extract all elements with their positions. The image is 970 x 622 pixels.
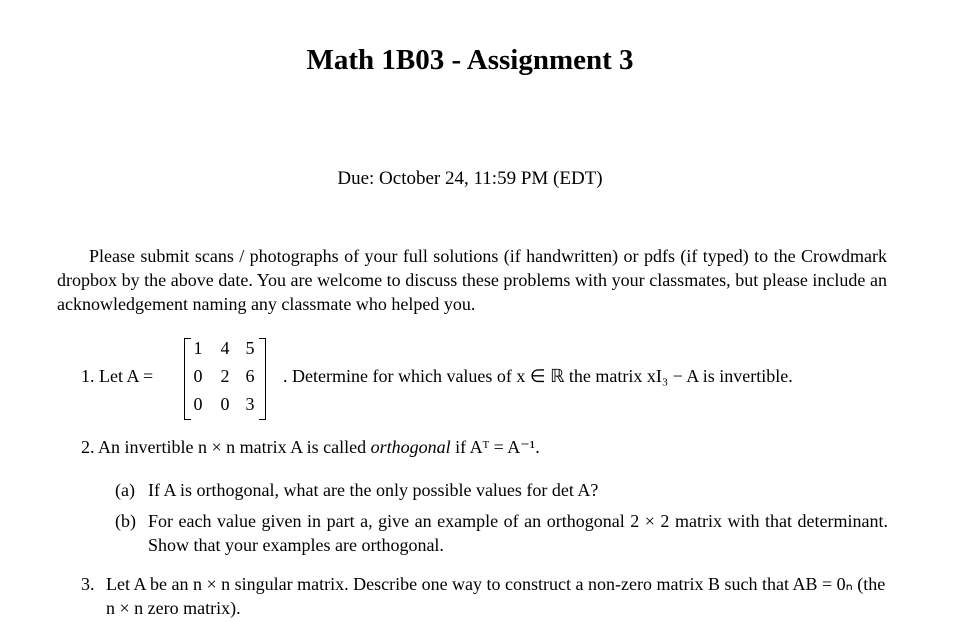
matrix-cell: 0: [220, 394, 230, 414]
problem-1-text: . Determine for which values of x ∈ ℝ the matrix xI₃ − A is invertible.: [283, 366, 793, 386]
matrix-cell: 0: [193, 366, 203, 386]
matrix-a: [184, 338, 266, 420]
problem-2: [81, 437, 911, 458]
page-title: Math 1B03 - Assignment 3: [306, 44, 634, 76]
matrix-cell: 1: [193, 338, 203, 358]
problem-2a-text: If A is orthogonal, what are the only possible values for det A?: [148, 480, 599, 500]
problem-2-text-before: 2. An invertible n × n matrix A is called: [81, 437, 371, 457]
problem-2a-label: (a): [115, 480, 135, 500]
problem-1-lead: 1. Let A =: [81, 366, 154, 386]
matrix-right-bracket: [259, 338, 266, 420]
matrix-cell: 3: [245, 394, 255, 414]
problem-3-text: Let A be an n × n singular matrix. Describe one way to construct a non-zero matrix B such that AB = 0ₙ (the n × n zero matrix).: [106, 574, 886, 618]
problem-3-number: 3.: [81, 574, 95, 594]
matrix-cell: 5: [245, 338, 255, 358]
matrix-cell: 6: [245, 366, 255, 386]
matrix-cell: 2: [220, 366, 230, 386]
problem-2b-text: For each value given in part a, give an example of an orthogonal 2 × 2 matrix with that determinant. Show that your examples are orthogonal.: [148, 511, 888, 555]
problem-1: [81, 338, 911, 422]
problem-2-text-after: if Aᵀ = A⁻¹.: [450, 437, 540, 457]
matrix-cell: 0: [193, 394, 203, 414]
intro-paragraph: Please submit scans / photographs of your full solutions (if handwritten) or pdfs (if typed) to the Crowdmark dropbox by the above date. You are welcome to discuss these problems with your classmates, but please include an acknowledgement naming any classmate who helped you.: [57, 246, 887, 314]
due-date: Due: October 24, 11:59 PM (EDT): [337, 168, 603, 189]
problem-2-emphasis: orthogonal: [370, 437, 451, 457]
problem-2b-label: (b): [115, 511, 136, 531]
matrix-cell: 4: [220, 338, 230, 358]
